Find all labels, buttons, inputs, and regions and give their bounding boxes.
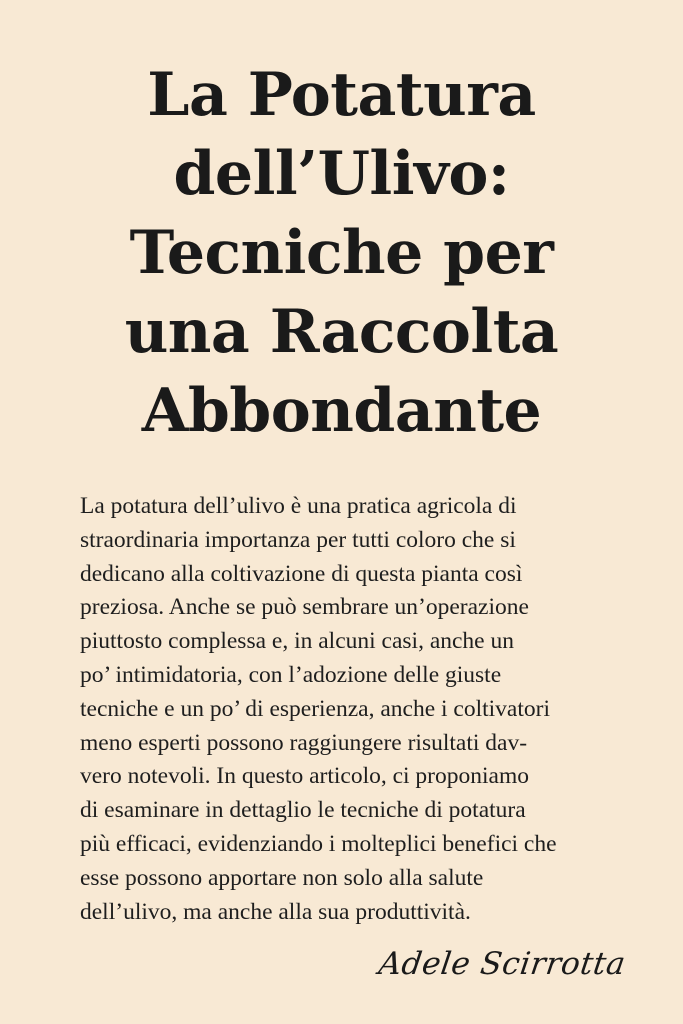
body-line: po’ intimidatoria, con l’adozione delle giuste <box>80 661 502 688</box>
body-line: vero notevoli. In questo articolo, ci proponiamo <box>80 763 530 790</box>
body-line: tecniche e un po’ di esperienza, anche i coltivatori <box>80 695 550 722</box>
title-line: La Potatura <box>147 60 536 130</box>
title-line: una Raccolta <box>124 297 559 367</box>
body-line: La potatura dell’ulivo è una pratica agricola di <box>80 493 517 519</box>
body-line: straordinaria importanza per tutti coloro che si <box>80 526 516 553</box>
title-line: Abbondante <box>141 376 542 446</box>
body-line: piuttosto complessa e, in alcuni casi, anche un <box>80 628 514 655</box>
body-line: dell’ulivo, ma anche alla sua produttività. <box>80 898 471 925</box>
body-line: meno esperti possono raggiungere risultati dav- <box>80 729 528 756</box>
article-title <box>40 56 643 451</box>
body-line: dedicano alla coltivazione di questa pianta così <box>80 560 523 587</box>
body-line: di esaminare in dettaglio le tecniche di potatura <box>80 797 526 824</box>
body-line: esse possono apportare non solo alla salute <box>80 864 484 891</box>
article-body <box>80 490 620 929</box>
author-signature: Adele Scirrotta <box>376 946 628 982</box>
body-line: preziosa. Anche se può sembrare un’operazione <box>80 594 529 621</box>
body-line: più efficaci, evidenziando i molteplici benefici che <box>80 830 557 857</box>
title-line: dell’Ulivo: <box>173 139 510 209</box>
title-line: Tecniche per <box>129 218 554 288</box>
